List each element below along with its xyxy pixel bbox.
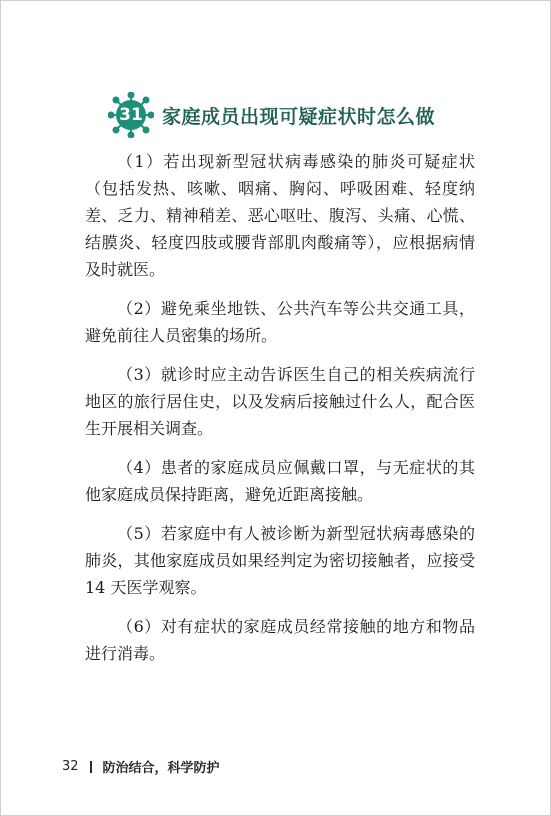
section-header xyxy=(108,93,435,137)
page-footer xyxy=(62,757,220,776)
section-number: 31 xyxy=(119,105,143,125)
paragraph-2: （2）避免乘坐地铁、公共汽车等公共交通工具，避免前往人员密集的场所。 xyxy=(85,299,475,345)
paragraph-3: （3）就诊时应主动告诉医生自己的相关疾病流行地区的旅行居住史，以及发病后接触过什么人，配合医生开展相关调查。 xyxy=(85,365,475,438)
article-body xyxy=(85,148,475,679)
book-title: 防治结合，科学防护 xyxy=(102,761,220,776)
virus-icon xyxy=(108,92,154,138)
footer-divider xyxy=(90,761,92,773)
paragraph-6: （6）对有症状的家庭成员经常接触的地方和物品进行消毒。 xyxy=(85,617,475,663)
paragraph-4: （4）患者的家庭成员应佩戴口罩，与无症状的其他家庭成员保持距离，避免近距离接触。 xyxy=(85,458,475,504)
paragraph-1: （1）若出现新型冠状病毒感染的肺炎可疑症状（包括发热、咳嗽、咽痛、胸闷、呼吸困难、轻度纳差、乏力、精神稍差、恶心呕吐、腹泻、头痛、心慌、结膜炎、轻度四肢或腰背部肌肉酸痛等），应根据病情及时就医。 xyxy=(85,152,475,279)
page-number: 32 xyxy=(62,759,79,774)
paragraph-5: （5）若家庭中有人被诊断为新型冠状病毒感染的肺炎，其他家庭成员如果经判定为密切接触者，应接受 14 天医学观察。 xyxy=(85,524,475,597)
section-title: 家庭成员出现可疑症状时怎么做 xyxy=(162,105,436,128)
